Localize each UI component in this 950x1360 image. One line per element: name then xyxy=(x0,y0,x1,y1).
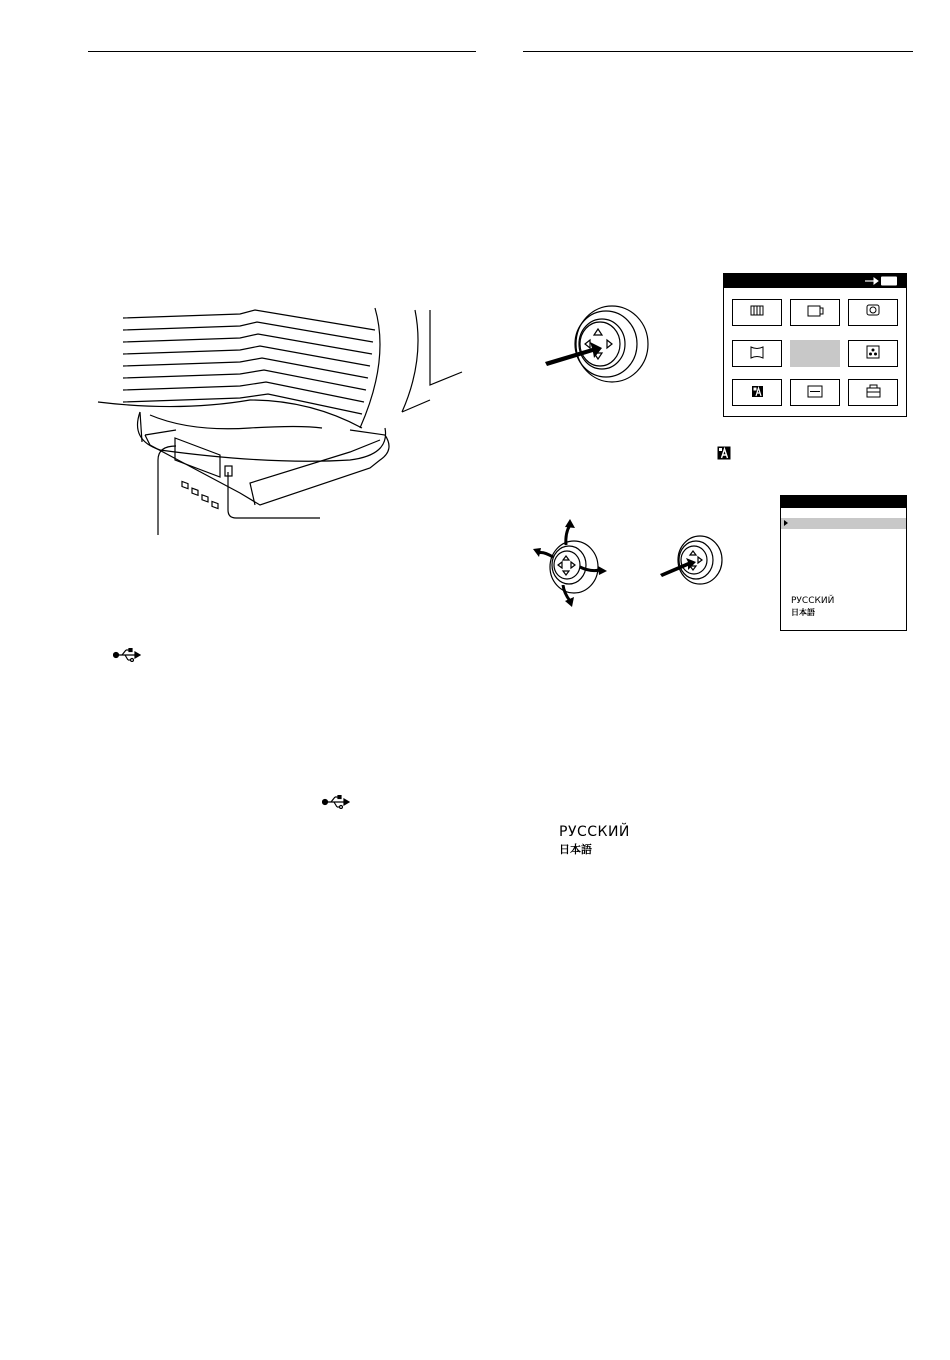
language-entries-list xyxy=(559,823,630,859)
left-header-rule xyxy=(88,51,476,52)
osd-language-menu-titlebar xyxy=(781,496,906,508)
right-header-rule xyxy=(523,51,913,52)
language-entry: 日本語 xyxy=(559,843,592,856)
osd-tile-selected xyxy=(790,340,840,367)
osd-main-menu xyxy=(723,273,907,417)
osd-tile-language xyxy=(732,379,782,406)
control-button-press-small-illustration xyxy=(658,530,723,590)
osd-tile-convergence xyxy=(732,340,782,367)
osd-language-item: РУССКИЙ xyxy=(791,596,835,606)
osd-language-item: 日本語 xyxy=(791,608,815,617)
osd-tile-color xyxy=(848,340,898,367)
osd-language-list xyxy=(791,596,834,618)
osd-tile-size xyxy=(790,299,840,326)
control-button-move-illustration xyxy=(528,515,618,610)
usb-icon xyxy=(113,648,141,662)
osd-tile-reset xyxy=(848,379,898,406)
monitor-usb-illustration xyxy=(90,300,470,545)
language-entry: РУССКИЙ xyxy=(559,824,630,840)
osd-language-menu-selected-row xyxy=(781,518,906,529)
osd-tile-geometry xyxy=(848,299,898,326)
osd-icon-grid xyxy=(732,299,898,407)
osd-language-menu xyxy=(780,495,907,631)
selection-arrow-icon xyxy=(784,520,788,526)
control-button-press-illustration xyxy=(540,300,655,390)
osd-tile-options xyxy=(790,379,840,406)
lang-a-icon xyxy=(717,446,731,460)
osd-tile-brightness xyxy=(732,299,782,326)
osd-main-menu-titlebar xyxy=(724,274,906,288)
usb-icon xyxy=(322,795,350,809)
